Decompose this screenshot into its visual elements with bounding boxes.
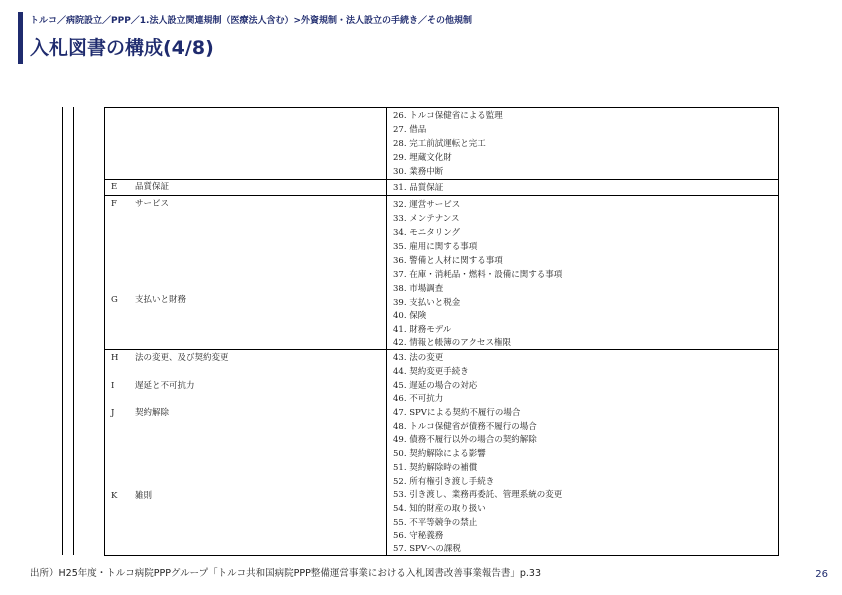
list-item: 30. 業務中断 xyxy=(393,167,444,177)
list-item: 53. 引き渡し、業務再委託、管理系統の変更 xyxy=(393,490,563,500)
section-label: F サービス xyxy=(111,199,170,209)
list-item: 56. 守秘義務 xyxy=(393,531,444,541)
list-item: 45. 遅延の場合の対応 xyxy=(393,381,478,391)
list-item: 36. 警備と人材に関する事項 xyxy=(393,256,503,266)
list-item: 34. モニタリング xyxy=(393,228,461,238)
list-item: 50. 契約解除による影響 xyxy=(393,449,486,459)
list-item: 28. 完工前試運転と完工 xyxy=(393,139,486,149)
list-item: 43. 法の変更 xyxy=(393,353,444,363)
section-label: E 品質保証 xyxy=(111,182,170,192)
section-label: H 法の変更、及び契約変更 xyxy=(111,353,229,363)
list-item: 55. 不平等競争の禁止 xyxy=(393,518,478,528)
list-item: 46. 不可抗力 xyxy=(393,394,444,404)
list-item: 41. 財務モデル xyxy=(393,325,452,335)
table-row xyxy=(105,350,779,556)
list-item: 39. 支払いと税金 xyxy=(393,298,461,308)
table-row xyxy=(105,196,779,350)
page-title: 入札図書の構成(4/8) xyxy=(30,37,214,59)
list-item: 37. 在庫・消耗品・燃料・設備に関する事項 xyxy=(393,270,563,280)
list-item: 48. トルコ保健省が債務不履行の場合 xyxy=(393,422,537,432)
section-cell xyxy=(105,180,387,196)
list-item: 51. 契約解除時の補償 xyxy=(393,463,478,473)
source-citation: 出所）H25年度・トルコ病院PPPグループ「トルコ共和国病院PPP整備運営事業における入札図書改善事業報告書」p.33 xyxy=(30,568,541,579)
list-item: 52. 所有権引き渡し手続き xyxy=(393,477,495,487)
table-row xyxy=(105,180,779,196)
list-item: 33. メンテナンス xyxy=(393,214,460,224)
list-item: 40. 保険 xyxy=(393,311,427,321)
breadcrumb: トルコ／病院設立／PPP／1.法人設立関連規制（医療法人含む）>外資規制・法人設立の手続き／その他規制 xyxy=(30,16,473,26)
items-cell xyxy=(387,350,779,556)
tender-document-table xyxy=(104,107,779,556)
list-item: 42. 情報と帳簿のアクセス権限 xyxy=(393,338,511,348)
section-label: G 支払いと財務 xyxy=(111,295,187,305)
list-item: 49. 債務不履行以外の場合の契約解除 xyxy=(393,435,537,445)
list-item: 27. 借品 xyxy=(393,125,427,135)
page-number: 26 xyxy=(815,569,828,580)
section-label: K 雑則 xyxy=(111,491,153,501)
list-item: 32. 運営サービス xyxy=(393,200,461,210)
list-item: 54. 知的財産の取り扱い xyxy=(393,504,486,514)
list-item: 38. 市場調査 xyxy=(393,284,444,294)
left-vertical-line-1 xyxy=(62,107,63,555)
list-item: 31. 品質保証 xyxy=(393,183,444,193)
list-item: 47. SPVによる契約不履行の場合 xyxy=(393,408,521,418)
title-accent-bar xyxy=(18,12,23,64)
table-row xyxy=(105,108,779,180)
list-item: 44. 契約変更手続き xyxy=(393,367,469,377)
list-item: 57. SPVへの課税 xyxy=(393,544,461,554)
section-cell xyxy=(105,350,387,556)
section-cell xyxy=(105,196,387,350)
items-cell xyxy=(387,180,779,196)
items-cell xyxy=(387,108,779,180)
items-cell xyxy=(387,196,779,350)
section-label: J 契約解除 xyxy=(111,408,170,418)
left-vertical-line-2 xyxy=(73,107,74,555)
section-cell xyxy=(105,108,387,180)
list-item: 29. 埋蔵文化財 xyxy=(393,153,452,163)
section-label: I 遅延と不可抗力 xyxy=(111,381,195,391)
list-item: 35. 雇用に関する事項 xyxy=(393,242,478,252)
list-item: 26. トルコ保健省による監理 xyxy=(393,111,503,121)
